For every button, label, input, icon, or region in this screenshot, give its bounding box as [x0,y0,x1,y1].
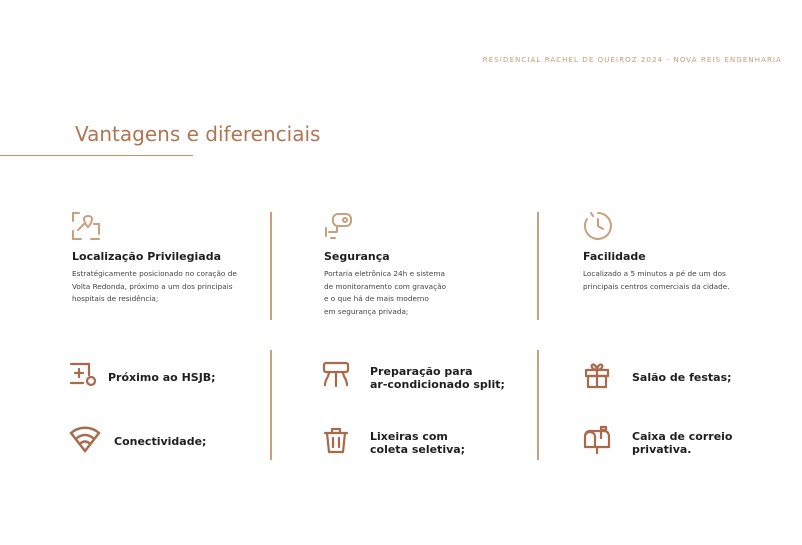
amenity-mailbox: Caixa de correio privativa. [632,430,733,456]
security-camera-icon [323,210,355,242]
wifi-icon [69,425,101,453]
section-title: Vantagens e diferenciais [75,122,321,146]
amenity-air-conditioning: Preparação para ar-condicionado split; [370,365,505,391]
feature-title-security: Segurança [324,250,390,263]
divider-top-left [270,212,272,320]
amenity-connectivity: Conectividade; [114,435,207,448]
mailbox-icon [582,425,612,455]
feature-title-location: Localização Privilegiada [72,250,221,263]
amenity-hospital: Próximo ao HSJB; [108,371,216,384]
amenity-party-hall: Salão de festas; [632,371,732,384]
feature-text-location: Estratégicamente posicionado no coração de Volta Redonda, próximo a um dos principais hospitais de residência; [72,269,237,303]
amenity-recycling-bins: Lixeiras com coleta seletiva; [370,430,466,456]
hospital-icon [69,361,99,389]
divider-top-right [537,212,539,320]
air-conditioner-icon [321,361,351,389]
divider-bottom-right [537,350,539,460]
trash-bin-icon [322,425,350,455]
location-pin-icon [70,210,102,242]
title-underline [0,155,193,156]
gift-icon [583,361,611,389]
clock-icon [582,210,614,242]
feature-text-convenience: Localizado a 5 minutos a pé de um dos principais centros comerciais da cidade. [583,269,730,291]
feature-text-security: Portaria eletrônica 24h e sistema de monitoramento com gravação e o que há de mais moderno em segurança privada; [324,269,447,316]
feature-title-convenience: Facilidade [583,250,646,263]
document-header: RESIDENCIAL RACHEL DE QUEIROZ 2024 - NOVA REIS ENGENHARIA [482,56,782,64]
divider-bottom-left [270,350,272,460]
